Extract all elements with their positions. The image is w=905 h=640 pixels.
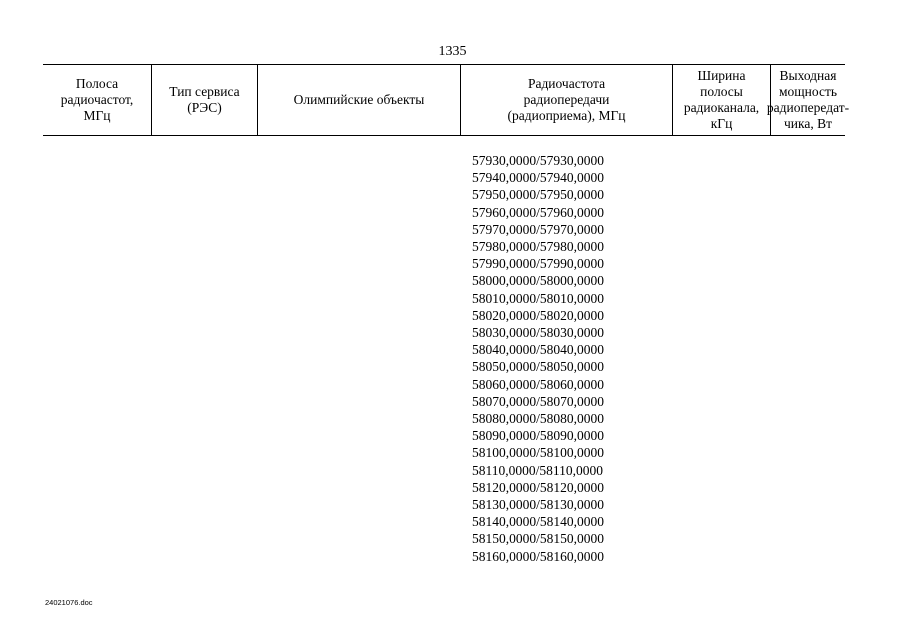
header-radio-frequency: Радиочастота радиопередачи (радиоприема), МГц bbox=[461, 65, 673, 135]
frequency-value: 58020,0000/58020,0000 bbox=[472, 307, 605, 323]
frequency-value: 57940,0000/57940,0000 bbox=[472, 170, 605, 186]
frequency-value: 58090,0000/58090,0000 bbox=[472, 428, 605, 444]
header-output-power: Выходная мощность радиопередат- чика, Вт bbox=[766, 68, 850, 131]
frequency-value: 58150,0000/58150,0000 bbox=[472, 531, 605, 547]
frequency-list bbox=[472, 152, 604, 565]
frequency-value: 57970,0000/57970,0000 bbox=[472, 221, 605, 237]
frequency-value: 58120,0000/58120,0000 bbox=[472, 479, 605, 495]
frequency-value: 57990,0000/57990,0000 bbox=[472, 256, 605, 272]
frequency-value: 58070,0000/58070,0000 bbox=[472, 393, 605, 409]
table-header bbox=[43, 64, 850, 136]
frequency-value: 58100,0000/58100,0000 bbox=[472, 445, 605, 461]
frequency-value: 58010,0000/58010,0000 bbox=[472, 290, 605, 306]
frequency-value: 57980,0000/57980,0000 bbox=[472, 239, 605, 255]
frequency-value: 58130,0000/58130,0000 bbox=[472, 497, 605, 513]
frequency-value: 58050,0000/58050,0000 bbox=[472, 359, 605, 375]
frequency-value: 57930,0000/57930,0000 bbox=[472, 153, 605, 168]
document-filename: 24021076.doc bbox=[45, 598, 93, 607]
header-service-type: Тип сервиса (РЭС) bbox=[152, 65, 258, 135]
frequency-value: 58030,0000/58030,0000 bbox=[472, 325, 605, 341]
page-number: 1335 bbox=[438, 44, 467, 59]
frequency-value: 58040,0000/58040,0000 bbox=[472, 342, 605, 358]
frequency-value: 57960,0000/57960,0000 bbox=[472, 204, 605, 220]
header-frequency-band: Полоса радиочастот, МГц bbox=[43, 65, 152, 135]
frequency-value: 58160,0000/58160,0000 bbox=[472, 548, 605, 564]
frequency-value: 58060,0000/58060,0000 bbox=[472, 376, 605, 392]
header-channel-bandwidth: Ширина полосы радиоканала, кГц bbox=[673, 65, 771, 135]
frequency-value: 58110,0000/58110,0000 bbox=[472, 462, 603, 478]
header-olympic-objects: Олимпийские объекты bbox=[258, 65, 461, 135]
frequency-value: 58000,0000/58000,0000 bbox=[472, 273, 605, 289]
frequency-value: 58140,0000/58140,0000 bbox=[472, 514, 605, 530]
frequency-value: 58080,0000/58080,0000 bbox=[472, 411, 605, 427]
frequency-value: 57950,0000/57950,0000 bbox=[472, 187, 605, 203]
